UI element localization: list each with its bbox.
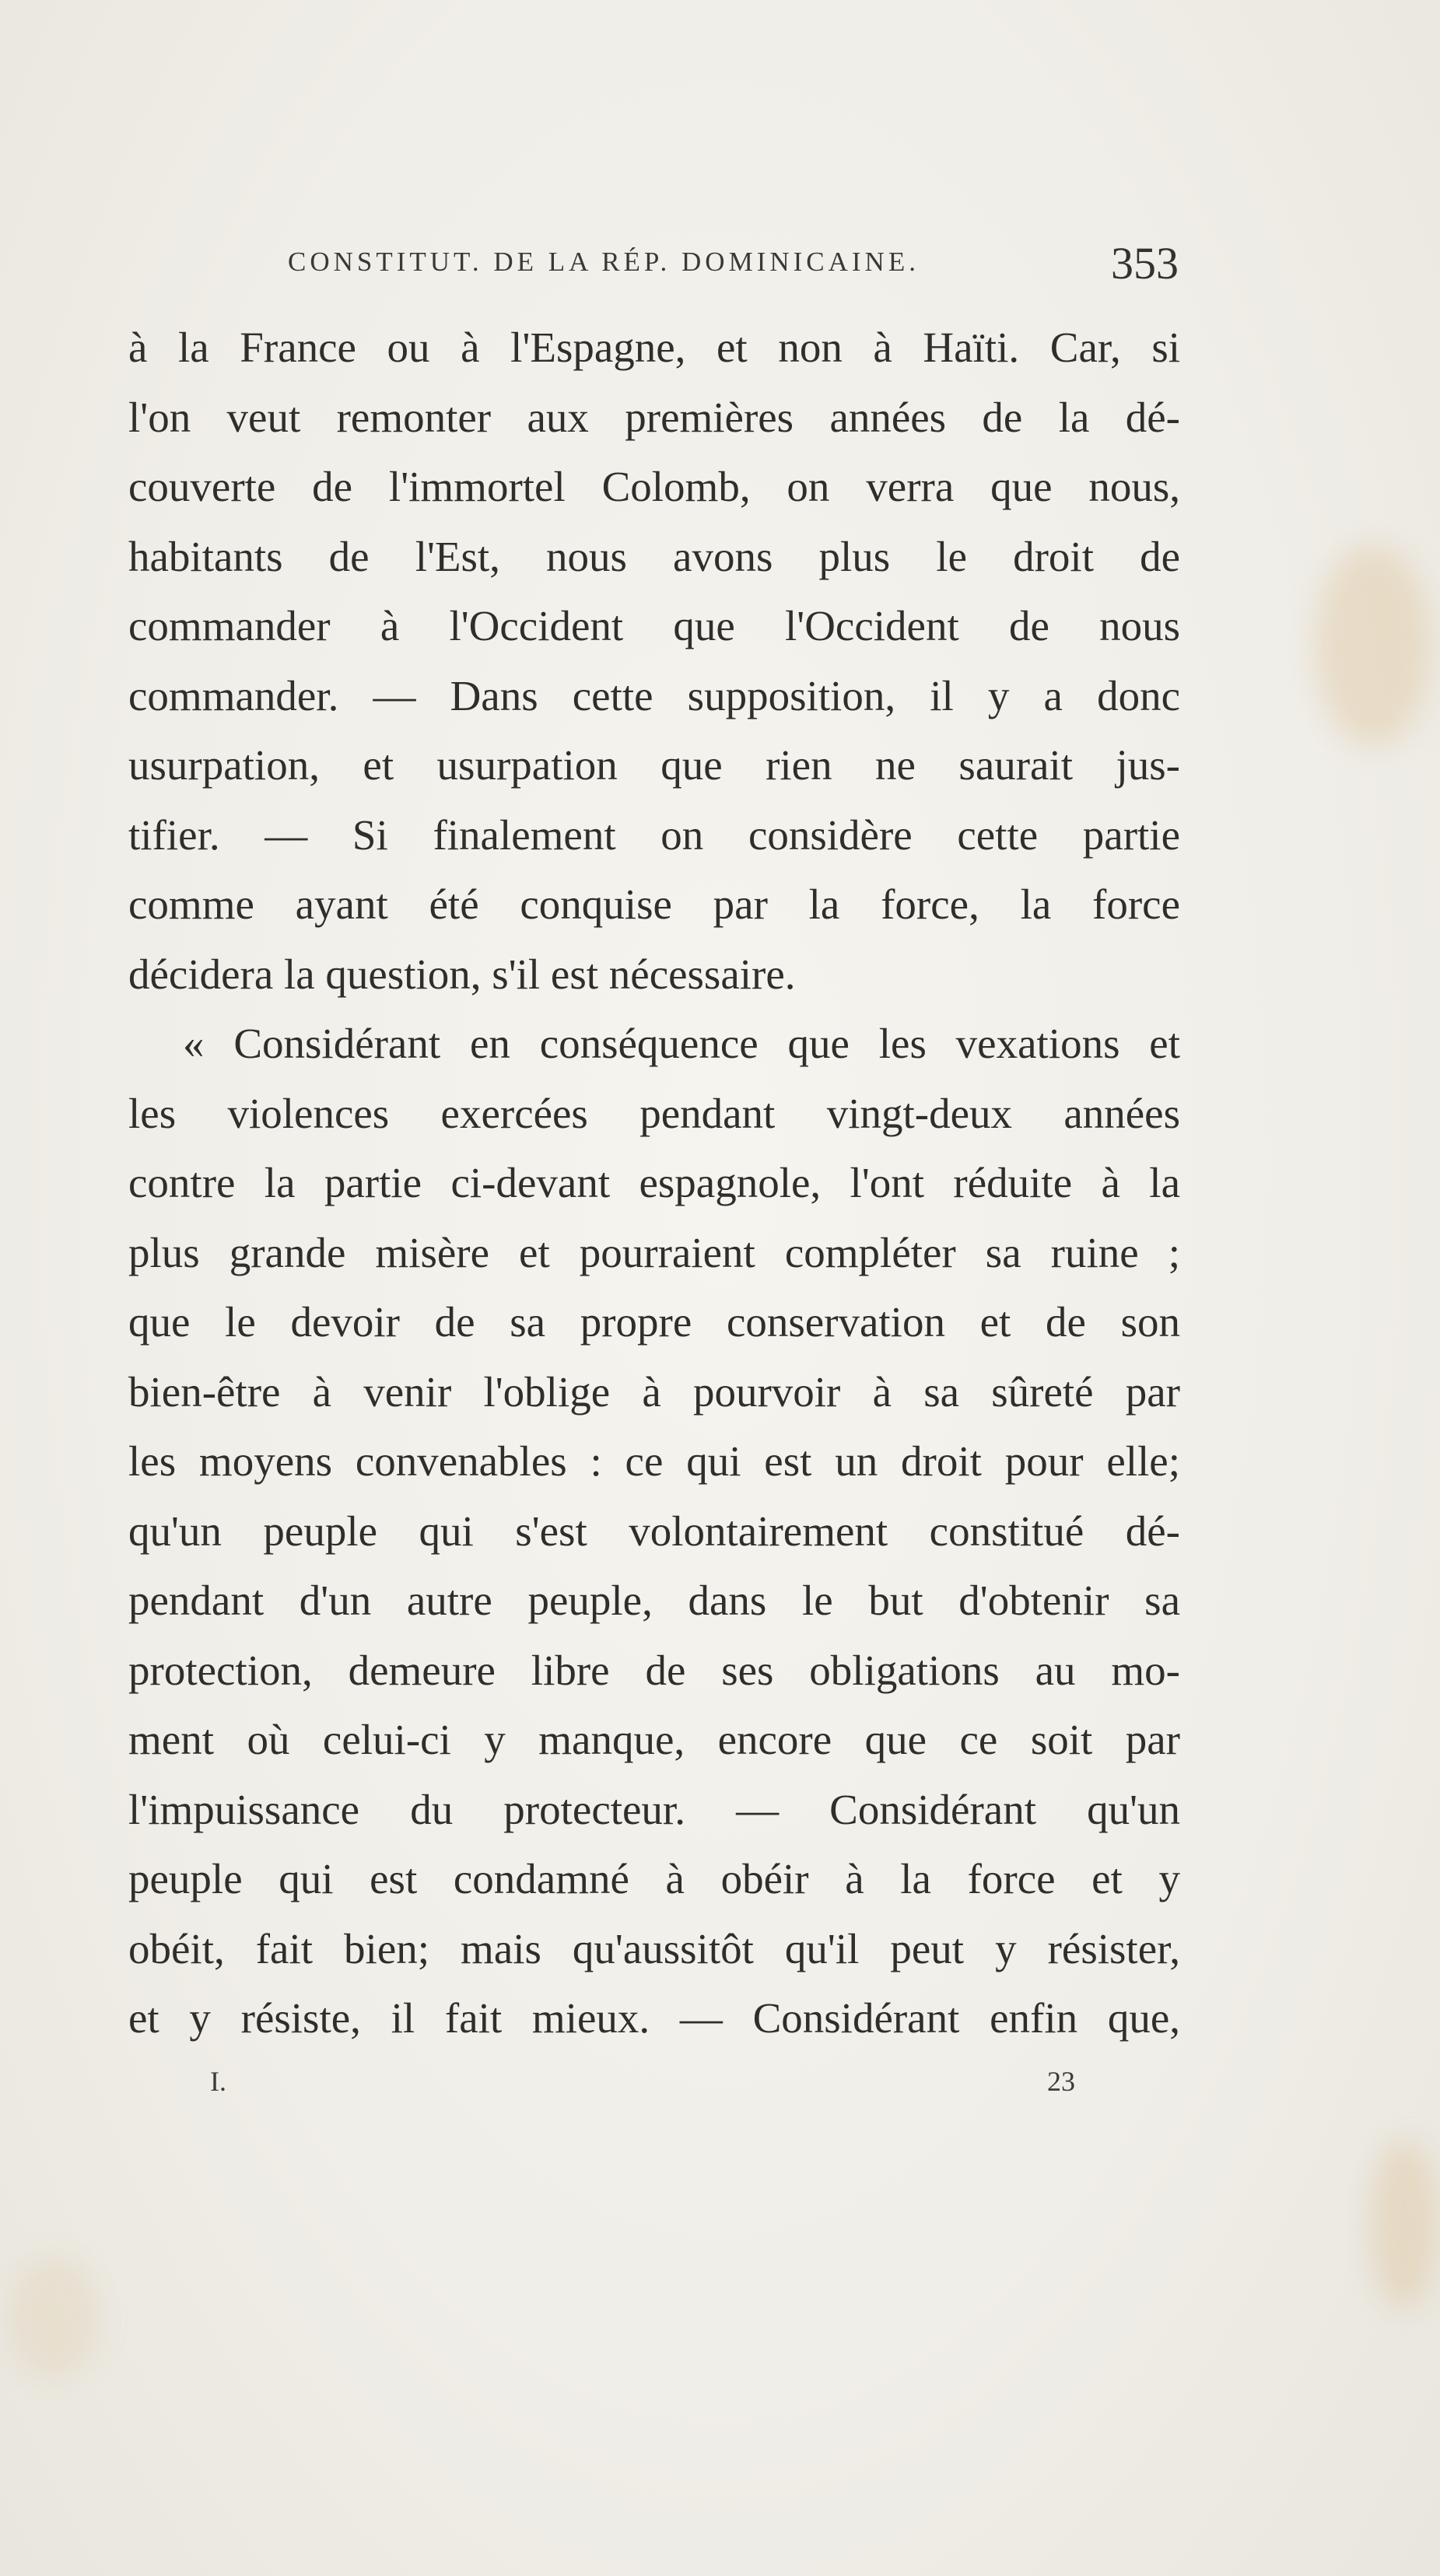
text-line: usurpation, et usurpation que rien ne saurait jus- (128, 741, 1180, 789)
text-line: et y résiste, il fait mieux. — Considérant enfin que, (128, 1994, 1180, 2042)
text-line: comme ayant été conquise par la force, la force (128, 880, 1180, 928)
text-line: ment où celui-ci y manque, encore que ce soit par (128, 1716, 1180, 1763)
paper-stain (1369, 2139, 1439, 2310)
page-number: 353 (1111, 238, 1179, 289)
text-line: commander à l'Occident que l'Occident de nous (128, 602, 1180, 649)
running-title: CONSTITUT. DE LA RÉP. DOMINICAINE. (288, 247, 920, 277)
text-line: tifier. — Si finalement on considère cette partie (128, 810, 1180, 859)
paper-stain (1315, 544, 1431, 747)
text-line: bien-être à venir l'oblige à pourvoir à sa sûreté par (128, 1367, 1180, 1416)
text-line: que le devoir de sa propre conservation et de son (128, 1298, 1180, 1346)
text-line: contre la partie ci-devant espagnole, l'ont réduite à la (128, 1159, 1180, 1206)
page-footer (210, 2065, 1075, 2112)
text-line: qu'un peuple qui s'est volontairement constitué dé- (128, 1507, 1180, 1555)
text-line: les moyens convenables : ce qui est un droit pour elle; (128, 1437, 1180, 1485)
signature-mark: I. (210, 2066, 226, 2097)
body-text (128, 313, 1180, 2053)
text-line: habitants de l'Est, nous avons plus le droit de (128, 532, 1180, 580)
running-head (288, 237, 1179, 292)
text-line: décidera la question, s'il est nécessaire. (128, 950, 796, 998)
sheet-number: 23 (1047, 2066, 1075, 2097)
text-line: les violences exercées pendant vingt-deux années (128, 1089, 1180, 1137)
paper-stain (8, 2256, 101, 2380)
text-line: à la France ou à l'Espagne, et non à Haïti. Car, si (128, 324, 1180, 371)
text-line: protection, demeure libre de ses obligations au mo- (128, 1646, 1180, 1694)
text-line: obéit, fait bien; mais qu'aussitôt qu'il peut y résister, (128, 1924, 1180, 1972)
text-line: « Considérant en conséquence que les vexations et (183, 1020, 1180, 1067)
text-line: l'impuissance du protecteur. — Considérant qu'un (128, 1785, 1180, 1833)
text-line: pendant d'un autre peuple, dans le but d'obtenir sa (128, 1577, 1180, 1624)
text-line: commander. — Dans cette supposition, il y a donc (128, 671, 1180, 719)
text-line: couverte de l'immortel Colomb, on verra que nous, (128, 463, 1180, 510)
text-line: l'on veut remonter aux premières années de la dé- (128, 393, 1180, 441)
text-line: peuple qui est condamné à obéir à la force et y (128, 1855, 1180, 1902)
text-line: plus grande misère et pourraient compléter sa ruine ; (128, 1228, 1180, 1276)
